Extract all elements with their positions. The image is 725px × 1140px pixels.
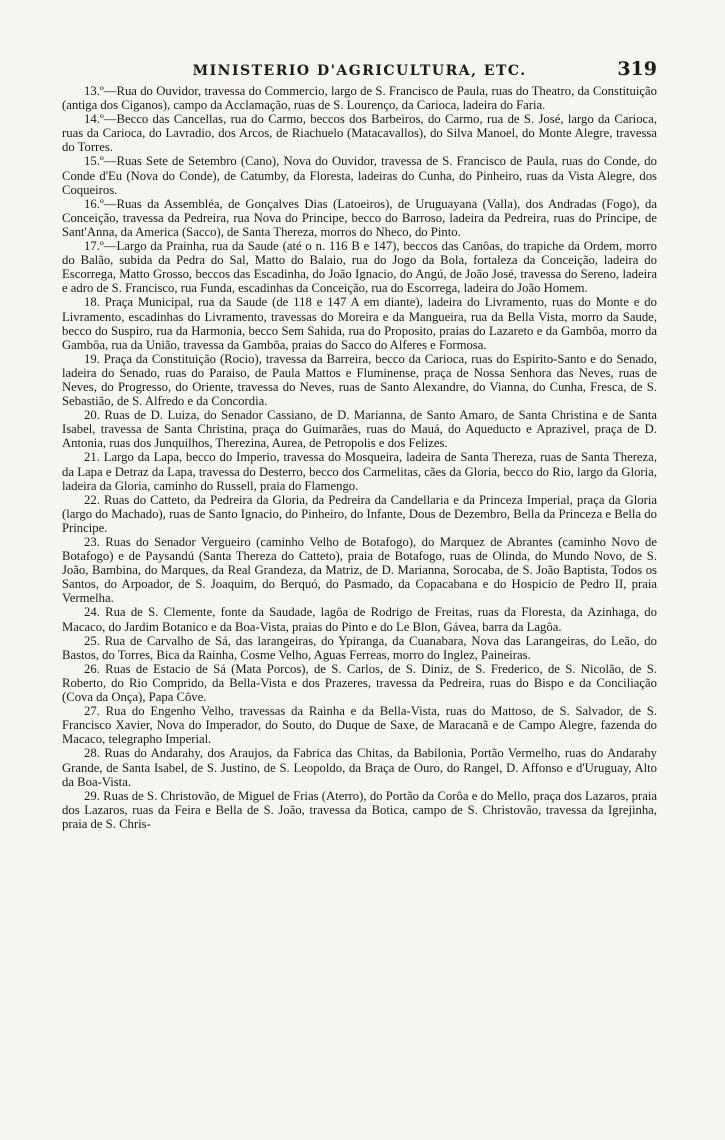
district-entry-22: 22. Ruas do Catteto, da Pedreira da Gloria, da Pedreira da Candellaria e da Princeza Imperial, praça da Gloria (largo do Machado), ruas de Santo Ignacio, do Pinheiro, do Infante, Dous de Dezembro, Bella da Princeza e Bella do Principe.	[62, 492, 657, 535]
district-entry-28: 28. Ruas do Andarahy, dos Araujos, da Fabrica das Chitas, da Babilonia, Portão Vermelho, ruas do Andarahy Grande, de Santa Isabel, de S. Justino, de S. Leopoldo, da Braça de Ouro, do Rangel, D. Affonso e d'Uruguay, Alto da Boa-Vista.	[62, 746, 657, 789]
district-entry-27: 27. Rua do Engenho Velho, travessas da Rainha e da Bella-Vista, ruas do Mattoso, de S. Salvador, de S. Francisco Xavier, Nova do Imperador, do Souto, do Duque de Saxe, de Maracanã e de Campo Alegre, fazenda do Macaco, telegrapho Imperial.	[62, 704, 657, 747]
district-entry-18: 18. Praça Municipal, rua da Saude (de 118 e 147 A em diante), ladeira do Livramento, ruas do Monte e do Livramento, escadinhas do Livramento, travessas do Moreira e da Mangueira, rua da Bella Vista, morro da Saude, becco do Suspiro, rua da Harmonia, becco Sem Sahida, rua do Proposito, praias do Lazareto e da Gambôa, morro da Gambôa, rua da União, travessa da Gambôa, praias do Sacco do Alferes e Formosa.	[62, 295, 657, 352]
district-entry-26: 26. Ruas de Estacio de Sá (Mata Porcos), de S. Carlos, de S. Diniz, de S. Frederico, de S. Nicolão, de S. Roberto, do Rio Comprido, da Bella-Vista e dos Prazeres, travessa da Pedreira, ruas do Bispo e da Conciliação (Cova da Onça), Papa Côve.	[62, 661, 657, 705]
district-entry-13: 13.º—Rua do Ouvidor, travessa do Commercio, largo de S. Francisco de Paula, ruas do Theatro, da Constituição (antiga dos Ciganos), campo da Acclamação, ruas de S. Lourenço, da Carioca, ladeira do Faria.	[62, 84, 657, 113]
district-entry-20: 20. Ruas de D. Luiza, do Senador Cassiano, de D. Marianna, de Santo Amaro, de Santa Christina e de Santa Isabel, travessa de Santa Christina, praça do Guimarães, ruas do Mauá, do Aqueducto e Aprazivel, praça de D. Antonia, ruas dos Junquilhos, Therezina, Aurea, de Petropolis e dos Felizes.	[62, 408, 657, 451]
district-list	[62, 84, 657, 831]
district-entry-14: 14.º—Becco das Cancellas, rua do Carmo, beccos dos Barbeiros, do Carmo, rua de S. José, largo da Carioca, ruas da Carioca, do Lavradio, dos Arcos, de Riachuelo (Matacavallos), do Silva Manoel, do Monte Alegre, travessa do Torres.	[62, 112, 657, 155]
district-entry-19: 19. Praça da Constituição (Rocio), travessa da Barreira, becco da Carioca, ruas do Espirito-Santo e do Senado, ladeira do Senado, ruas do Paraiso, de Paula Mattos e Fluminense, praça de Nossa Senhora das Neves, ruas de Neves, do Progresso, do Oriente, travessa do Neves, ruas de Santo Alexandre, do Vianna, do Cunha, Fresca, de S. Sebastião, de S. Alfredo e da Concordia.	[62, 351, 657, 409]
district-entry-25: 25. Rua de Carvalho de Sá, das larangeiras, do Ypiranga, da Cuanabara, Nova das Larangeiras, do Leão, do Bastos, do Torres, Bica da Rainha, Cosme Velho, Aguas Ferreas, morro do Inglez, Paineiras.	[62, 633, 657, 662]
page-number: 319	[617, 58, 657, 80]
district-entry-29: 29. Ruas de S. Christovão, de Miguel de Frias (Aterro), do Portão da Corôa e do Mello, praça dos Lazaros, praia dos Lazaros, ruas da Feira e Bella de S. João, travessa da Botica, campo de S. Christovão, travessa da Igrejinha, praia de S. Chris-	[62, 788, 657, 831]
district-entry-24: 24. Rua de S. Clemente, fonte da Saudade, lagôa de Rodrigo de Freitas, ruas da Floresta, da Azinhaga, do Macaco, do Jardim Botanico e da Boa-Vista, praias do Pinto e do Le Blon, Gávea, barra da Lagôa.	[62, 605, 657, 634]
district-entry-16: 16.º—Ruas da Assembléa, de Gonçalves Dias (Latoeiros), de Uruguayana (Valla), dos Andradas (Fogo), da Conceição, travessa da Pedreira, rua Nova do Principe, becco do Barroso, ladeira da Pedreira, ruas do Principe, de Sant'Anna, da America (Sacco), de Santa Thereza, morros do Nheco, do Pinto.	[62, 196, 657, 239]
district-entry-21: 21. Largo da Lapa, becco do Imperio, travessa do Mosqueira, ladeira de Santa Thereza, ruas de Santa Thereza, da Lapa e Detraz da Lapa, travessa do Desterro, becco dos Carmelitas, cães da Gloria, becco do Rio, largo da Gloria, ladeira da Gloria, caminho do Russell, praia do Flamengo.	[62, 450, 657, 493]
running-title: MINISTERIO D'AGRICULTURA, ETC.	[192, 63, 527, 79]
district-entry-15: 15.º—Ruas Sete de Setembro (Cano), Nova do Ouvidor, travessa de S. Francisco de Paula, ruas do Conde, do Conde d'Eu (Nova do Conde), de Catumby, da Floresta, ladeiras do Cunha, do Pinheiro, ruas da Vista Alegre, dos Coqueiros.	[62, 154, 657, 197]
running-head	[62, 58, 657, 80]
district-entry-23: 23. Ruas do Senador Vergueiro (caminho Velho de Botafogo), do Marquez de Abrantes (caminho Novo de Botafogo) e de Paysandú (Santa Thereza do Catteto), praia de Botafogo, ruas de Olinda, do Mundo Novo, de S. João, Bambina, do Marques, da Real Grandeza, da Matriz, de D. Marianna, Sorocaba, de S. João Baptista, Todos os Santos, do Arpoador, de S. Joaquim, do Berquó, do Pasmado, da Copacabana e do Hospicio de Pedro II, praia Vermelha.	[62, 535, 657, 606]
district-entry-17: 17.º—Largo da Prainha, rua da Saude (até o n. 116 B e 147), beccos das Canôas, do trapiche da Ordem, morro do Balão, subida da Pedra do Sal, Matto do Balaio, rua do Jogo da Bola, fortaleza da Conceição, ladeira do Escorrega, Matto Grosso, beccos das Escadinha, do João Ignacio, do Angú, de João José, travessa do Sereno, ladeira e adro de S. Francisco, rua Funda, escadinhas da Conceição, rua do Escorrega, ladeira do João Homem.	[62, 239, 657, 296]
